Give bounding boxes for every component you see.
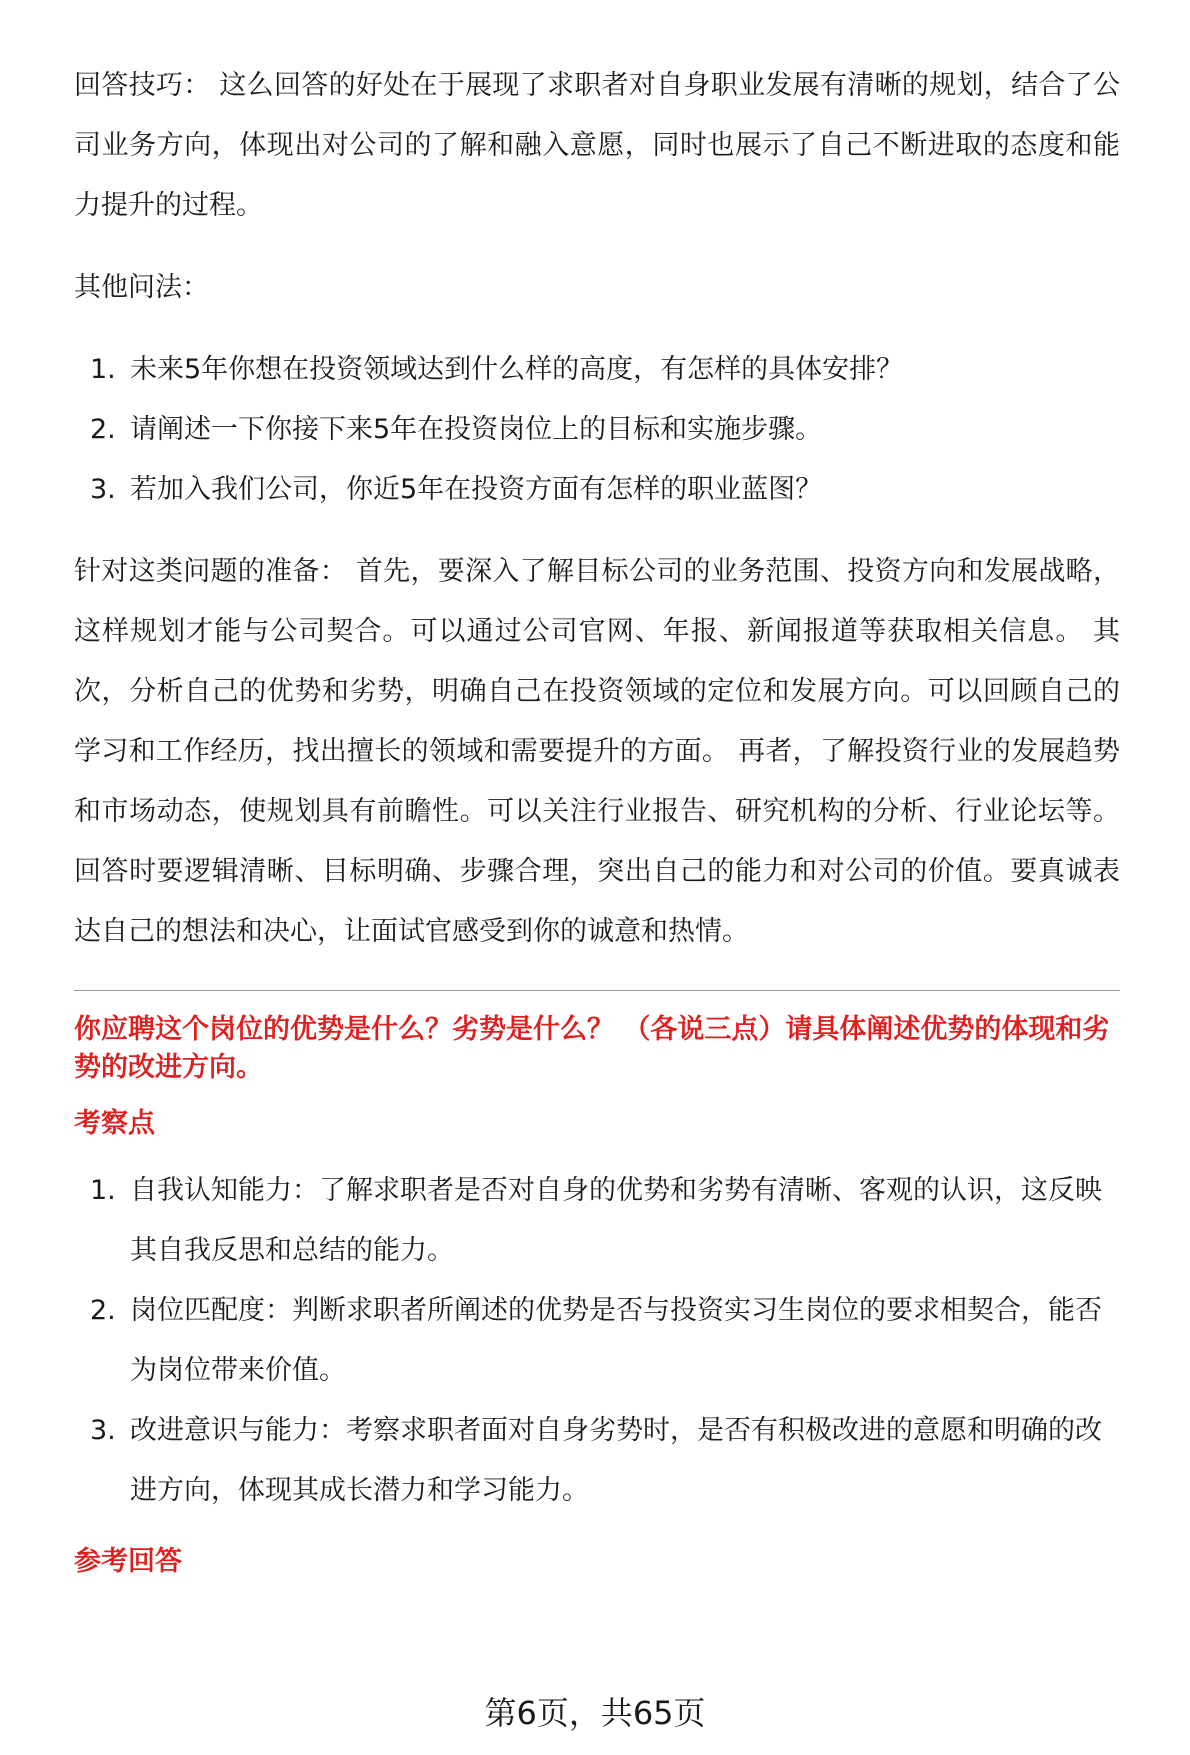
list-item	[74, 400, 1120, 460]
assessment-points-list	[74, 1161, 1120, 1521]
list-item-text: 若加入我们公司，你近5年在投资方面有怎样的职业蓝图？	[130, 474, 823, 505]
list-item	[74, 340, 1120, 400]
other-questions-label: 其他问法：	[74, 272, 209, 303]
question-title: 你应聘这个岗位的优势是什么？劣势是什么？ （各说三点）请具体阐述优势的体现和劣势的改进方向。	[74, 1014, 1110, 1083]
list-item-number: 3.	[90, 1415, 116, 1446]
answer-tip-paragraph: 回答技巧： 这么回答的好处在于展现了求职者对自身职业发展有清晰的规划，结合了公司业务方向，体现出对公司的了解和融入意愿，同时也展示了自己不断进取的态度和能力提升的过程。	[74, 70, 1120, 221]
section-divider	[74, 990, 1120, 991]
page-number-footer: 第6页，共65页	[484, 1694, 706, 1732]
list-item-text: 岗位匹配度：判断求职者所阐述的优势是否与投资实习生岗位的要求相契合，能否为岗位带来价值。	[130, 1295, 1102, 1386]
list-item	[74, 460, 1120, 520]
list-item-number: 2.	[90, 1295, 116, 1326]
preparation-paragraph: 针对这类问题的准备： 首先，要深入了解目标公司的业务范围、投资方向和发展战略，这样规划才能与公司契合。可以通过公司官网、年报、新闻报道等获取相关信息。 其次，分析自己的优势和劣势，明确自己在投资领域的定位和发展方向。可以回顾自己的学习和工作经历，找出擅长的领域和需要提升的方面。 再者，了解投资行业的发展趋势和市场动态，使规划具有前瞻性。可以关注行业报告、研究机构的分析、行业论坛等。 回答时要逻辑清晰、目标明确、步骤合理，突出自己的能力和对公司的价值。要真诚表达自己的想法和决心，让面试官感受到你的诚意和热情。	[74, 556, 1120, 947]
list-item-text: 未来5年你想在投资领域达到什么样的高度，有怎样的具体安排？	[130, 354, 904, 385]
list-item	[74, 1161, 1120, 1281]
list-item-number: 1.	[90, 1175, 116, 1206]
page-content	[74, 56, 1120, 1581]
list-item-text: 改进意识与能力：考察求职者面对自身劣势时，是否有积极改进的意愿和明确的改进方向，体现其成长潜力和学习能力。	[130, 1415, 1102, 1506]
reference-answer-heading: 参考回答	[74, 1546, 182, 1577]
list-item-number: 3.	[90, 474, 116, 505]
list-item	[74, 1401, 1120, 1521]
list-item-text: 请阐述一下你接下来5年在投资岗位上的目标和实施步骤。	[130, 414, 823, 445]
list-item	[74, 1281, 1120, 1401]
list-item-text: 自我认知能力：了解求职者是否对自身的优势和劣势有清晰、客观的认识，这反映其自我反思和总结的能力。	[130, 1175, 1102, 1266]
assessment-points-heading: 考察点	[74, 1108, 155, 1139]
list-item-number: 1.	[90, 354, 116, 385]
other-questions-list	[74, 340, 1120, 520]
list-item-number: 2.	[90, 414, 116, 445]
